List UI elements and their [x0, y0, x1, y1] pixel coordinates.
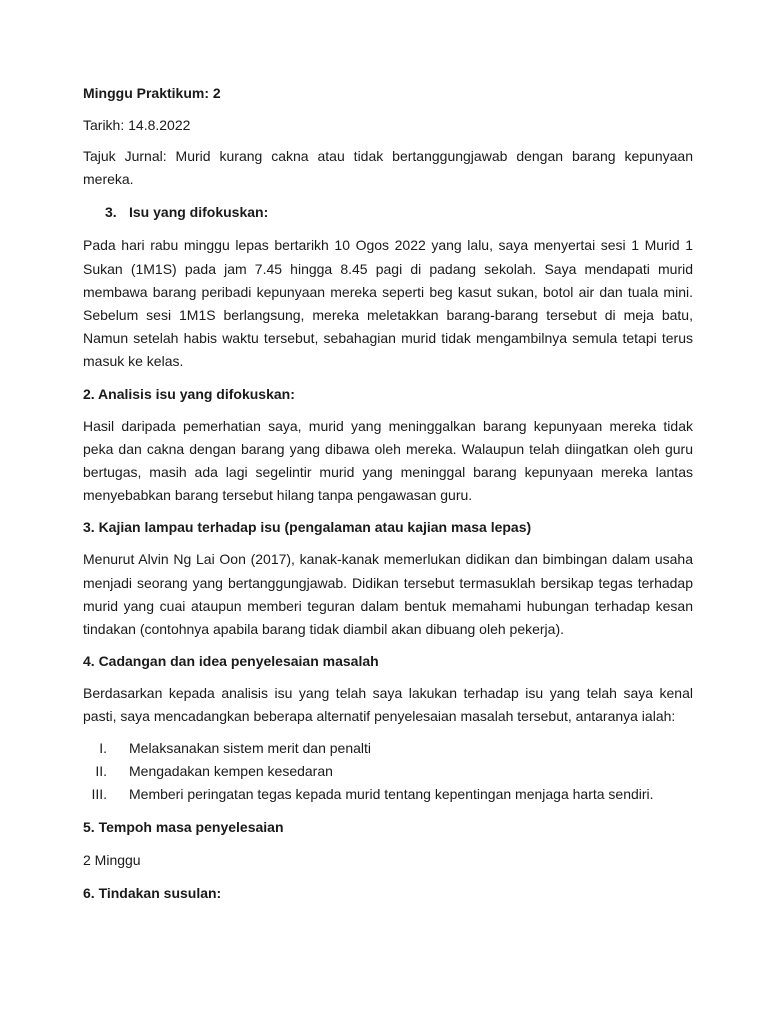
section-focus-heading: [83, 203, 693, 221]
date-label: Tarikh: 14.8.2022: [83, 117, 191, 133]
list-item-marker: I.: [99, 739, 107, 756]
section-suggestions-title: 4. Cadangan dan idea penyelesaian masalah: [83, 653, 379, 670]
section-past-study-title: 3. Kajian lampau terhadap isu (pengalaman atau kajian masa lepas): [83, 519, 532, 536]
section-followup-title: 6. Tindakan susulan:: [83, 884, 222, 901]
section-focus-number: 3.: [105, 204, 117, 221]
section-duration-body: 2 Minggu: [83, 851, 141, 868]
list-item-marker: III.: [91, 785, 107, 802]
section-analysis-title: 2. Analisis isu yang difokuskan:: [83, 385, 295, 402]
section-focus-title: Isu yang difokuskan:: [129, 204, 269, 221]
section-past-study-body: Menurut Alvin Ng Lai Oon (2017), kanak-kanak memerlukan didikan dan bimbingan dalam usaha menjadi seorang yang bertanggungjawab. Didikan tersebut termasuklah bersikap tegas terhadap murid yang cuai ataupun memberi teguran dalam bentuk memahami hubungan terhadap kesan tindakan (contohnya apabila barang tidak diambil akan dibuang oleh pekerja).: [83, 551, 693, 638]
list-item-text: Memberi peringatan tegas kepada murid tentang kepentingan menjaga harta sendiri.: [129, 785, 654, 802]
list-item: [83, 737, 693, 760]
journal-title: Tajuk Jurnal: Murid kurang cakna atau tidak bertanggungjawab dengan barang kepunyaan mereka.: [83, 148, 693, 188]
document-body: [83, 84, 693, 902]
list-item-marker: II.: [95, 762, 107, 779]
list-item-text: Mengadakan kempen kesedaran: [129, 762, 333, 779]
section-suggestions-body: Berdasarkan kepada analisis isu yang telah saya lakukan terhadap isu yang telah saya kenal pasti, saya mencadangkan beberapa alternatif penyelesaian masalah tersebut, antaranya ialah:: [83, 685, 693, 725]
section-focus-body: Pada hari rabu minggu lepas bertarikh 10 Ogos 2022 yang lalu, saya menyertai sesi 1 Murid 1 Sukan (1M1S) pada jam 7.45 hingga 8.45 pagi di padang sekolah. Saya mendapati murid membawa barang peribadi kepunyaan mereka seperti beg kasut sukan, botol air dan tuala mini. Sebelum sesi 1M1S berlangsung, mereka meletakkan barang-barang tersebut di meja batu, Namun setelah habis waktu tersebut, sebahagian murid tidak mengambilnya semula tetapi terus masuk ke kelas.: [83, 237, 693, 370]
section-duration-title: 5. Tempoh masa penyelesaian: [83, 818, 284, 835]
list-item: [83, 783, 693, 806]
week-label: Minggu Praktikum: 2: [83, 85, 221, 101]
suggestions-list: [83, 737, 693, 806]
section-analysis-body: Hasil daripada pemerhatian saya, murid yang meninggalkan barang kepunyaan mereka tidak peka dan cakna dengan barang yang dibawa oleh mereka. Walaupun telah diingatkan oleh guru bertugas, masih ada lagi segelintir murid yang meninggal barang kepunyaan mereka lantas menyebabkan barang tersebut hilang tanpa pengawasan guru.: [83, 417, 693, 504]
list-item-text: Melaksanakan sistem merit dan penalti: [129, 739, 372, 756]
list-item: [83, 760, 693, 783]
